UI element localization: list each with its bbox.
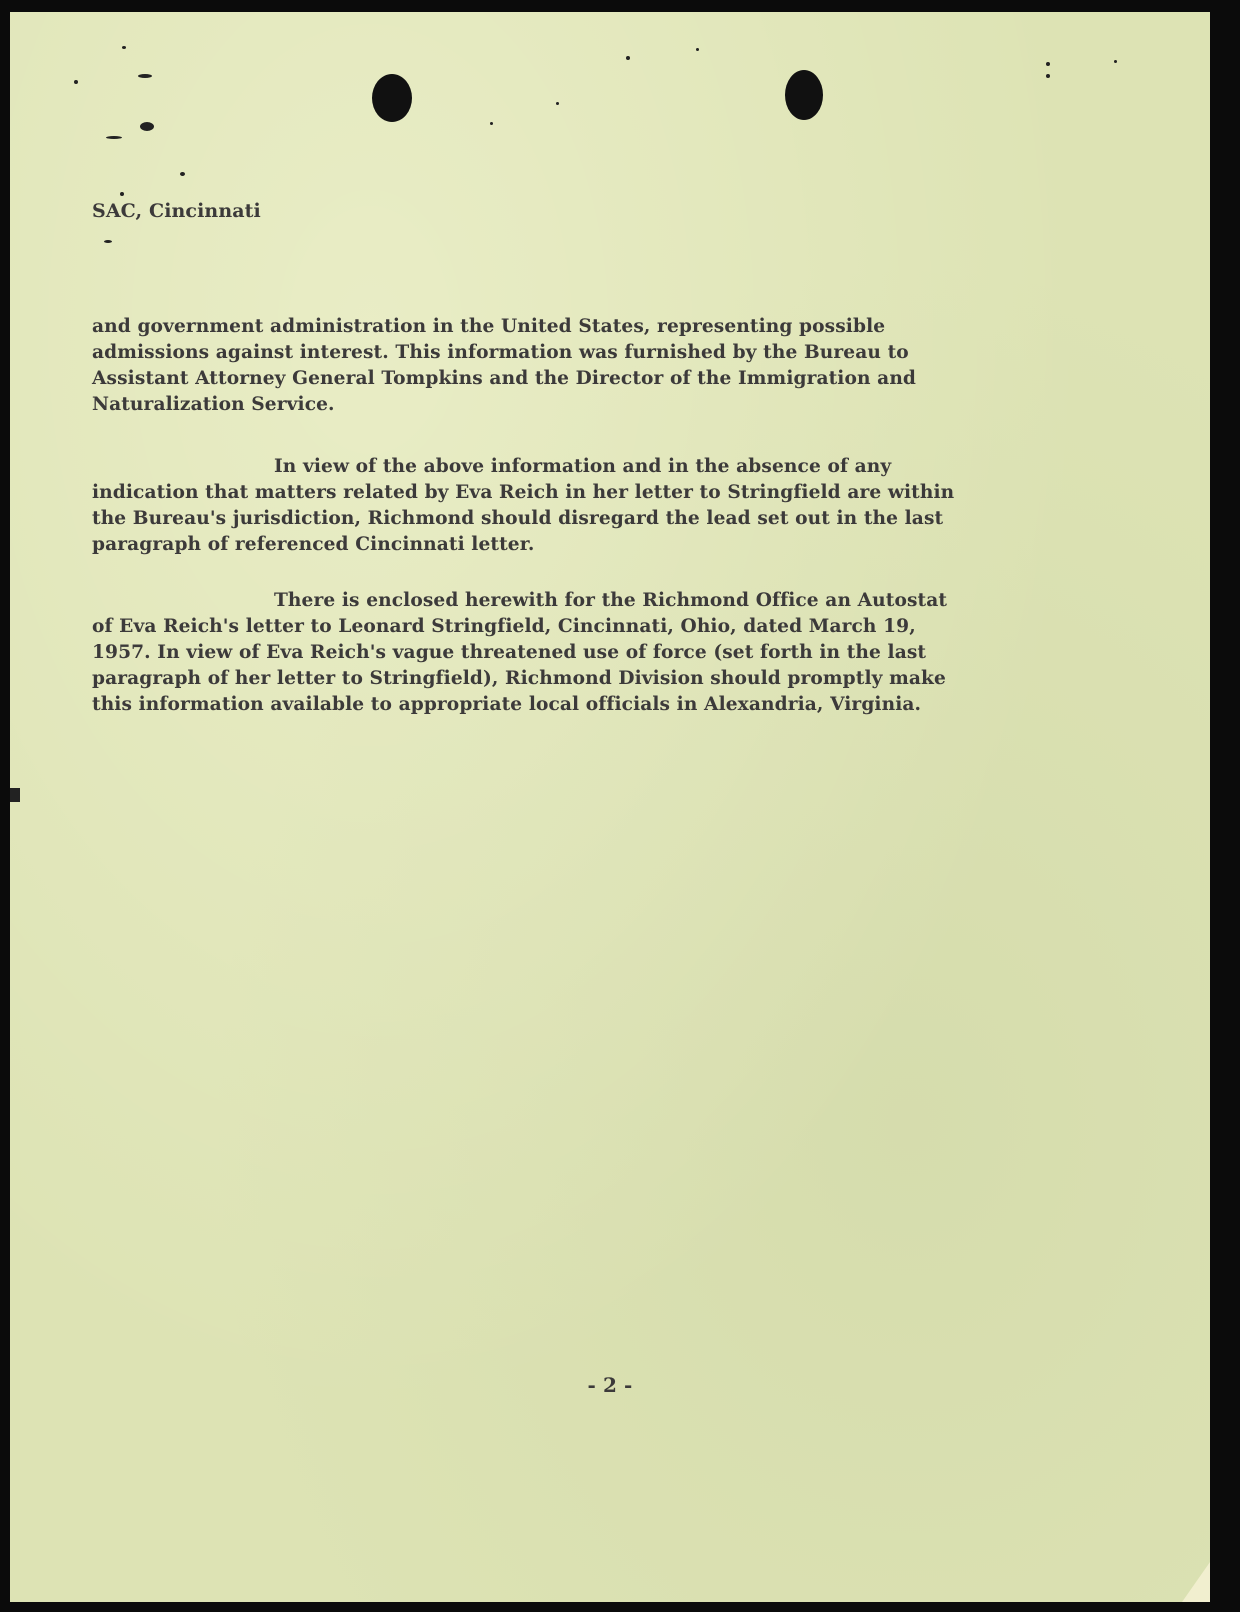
paragraph-3-line-5: this information available to appropriate local officials in Alexandria, Virginia. xyxy=(92,694,922,715)
scan-speck xyxy=(74,80,78,84)
scan-speck xyxy=(1046,74,1050,78)
scan-speck xyxy=(1114,60,1117,63)
paragraph-1 xyxy=(92,314,1132,418)
scan-speck xyxy=(120,192,124,196)
paragraph-3 xyxy=(92,588,1132,718)
scan-speck xyxy=(140,122,154,131)
scan-speck xyxy=(138,74,152,78)
document-page xyxy=(10,12,1210,1602)
paragraph-1-line-2: admissions against interest. This information was furnished by the Bureau to xyxy=(92,342,909,363)
scan-speck xyxy=(626,56,630,60)
scan-speck xyxy=(556,102,559,105)
scan-speck xyxy=(180,172,185,176)
paragraph-2-line-4: paragraph of referenced Cincinnati letter. xyxy=(92,534,535,555)
paragraph-1-line-1: and government administration in the United States, representing possible xyxy=(92,316,886,337)
paragraph-3-line-1: There is enclosed herewith for the Richmond Office an Autostat xyxy=(274,590,948,611)
punch-hole-left xyxy=(372,74,412,122)
scan-speck xyxy=(490,122,493,125)
folded-corner xyxy=(1182,1562,1210,1602)
paragraph-2-line-2: indication that matters related by Eva Reich in her letter to Stringfield are within xyxy=(92,482,955,503)
paragraph-2-line-1: In view of the above information and in the absence of any xyxy=(274,456,892,477)
addressee-line: SAC, Cincinnati xyxy=(92,200,261,222)
paragraph-3-line-2: of Eva Reich's letter to Leonard Stringfield, Cincinnati, Ohio, dated March 19, xyxy=(92,616,916,637)
paragraph-2-line-3: the Bureau's jurisdiction, Richmond should disregard the lead set out in the last xyxy=(92,508,944,529)
scan-speck xyxy=(104,240,112,243)
page-number: - 2 - xyxy=(587,1373,633,1397)
paragraph-1-line-4: Naturalization Service. xyxy=(92,394,335,415)
paragraph-3-line-3: 1957. In view of Eva Reich's vague threatened use of force (set forth in the last xyxy=(92,642,927,663)
scan-speck xyxy=(106,136,122,139)
scan-speck xyxy=(1046,62,1050,66)
paragraph-3-line-4: paragraph of her letter to Stringfield), Richmond Division should promptly make xyxy=(92,668,946,689)
scan-speck xyxy=(696,48,699,51)
punch-hole-right xyxy=(785,70,823,120)
paragraph-2 xyxy=(92,454,1132,558)
scan-speck xyxy=(122,46,126,49)
paragraph-1-line-3: Assistant Attorney General Tompkins and the Director of the Immigration and xyxy=(92,368,917,389)
scan-speck xyxy=(10,788,20,802)
